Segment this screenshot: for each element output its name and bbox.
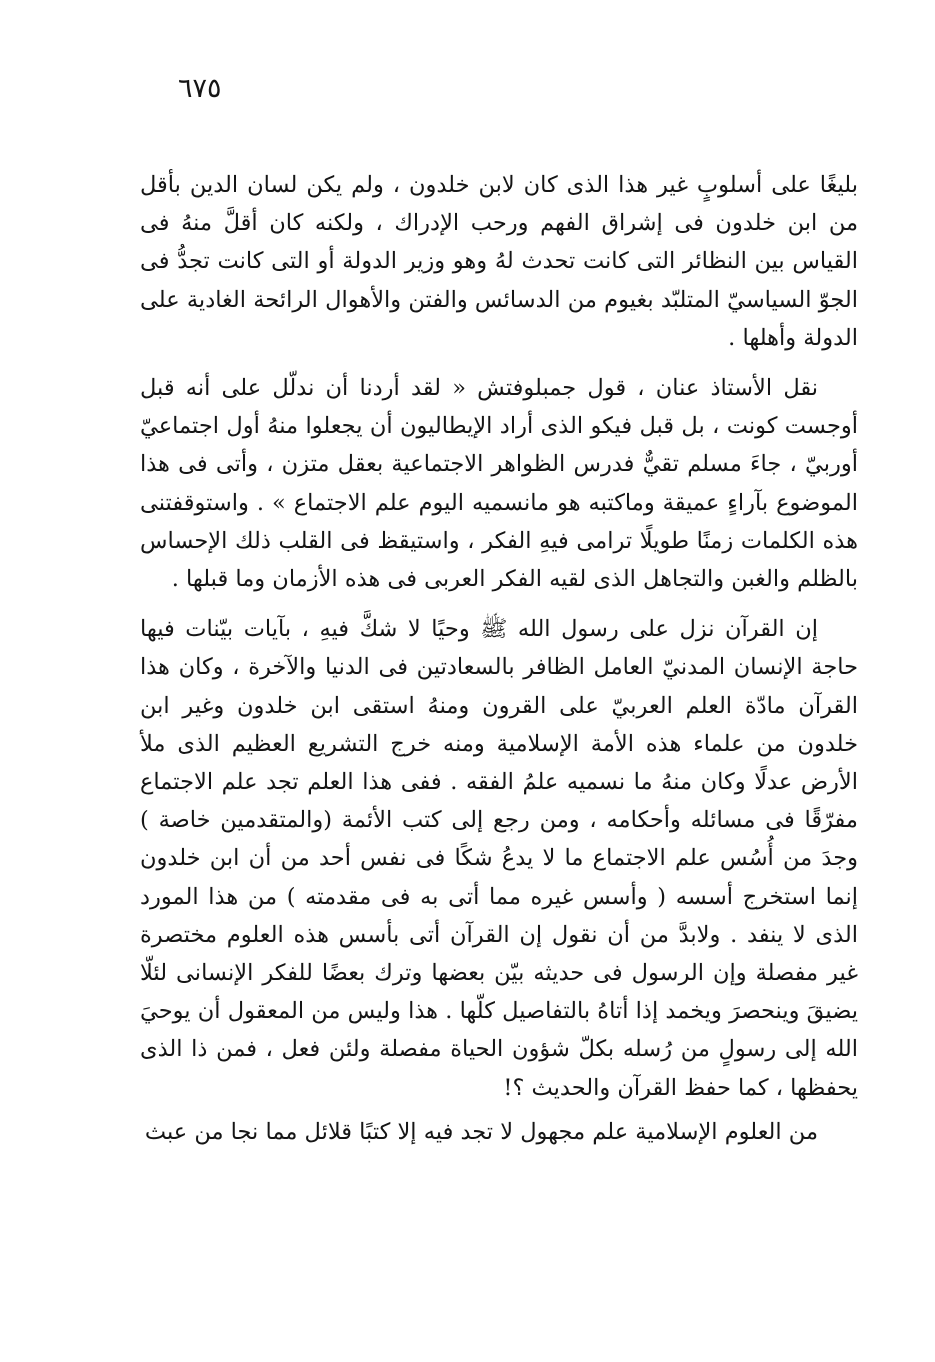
page-body [140, 166, 858, 1151]
paragraph: بليغًا على أسلوبٍ غير هذا الذى كان لابن خلدون ، ولم يكن لسان الدين بأقل من ابن خلدون فى إشراق الفهم ورحب الإدراك ، ولكنه كان أقلَّ منهُ فى القياس بين النظائر التى كانت تحدث لهُ وهو وزير الدولة أو التى كانت تجدُّ فى الجوّ السياسيّ المتلبّد بغيوم من الدسائس والفتن والأهوال الرائحة الغادية على الدولة وأهلها . [140, 172, 858, 351]
paragraph: نقل الأستاذ عنان ، قول جمبلوفتش « لقد أردنا أن ندلّل على أنه قبل أوجست كونت ، بل قبل فيكو الذى أراد الإيطاليون أن يجعلوا منهُ أول اجتماعيّ أوربيّ ، جاءَ مسلم تقيٌّ فدرس الظواهر الاجتماعية بعقل متزن ، وأتى فى هذا الموضوع بآراءٍ عميقة وماكتبه هو مانسميه اليوم علم الاجتماع » . واستوقفتنى هذه الكلمات زمنًا طويلًا ترامى فيهِ الفكر ، واستيقظ فى القلب ذلك الإحساس بالظلم والغبن والتجاهل الذى لقيه الفكر العربى فى هذه الأزمان وما قبلها . [140, 375, 858, 593]
paragraph: إن القرآن نزل على رسول الله ﷺ وحيًا لا شكَّ فيهِ ، بآيات بيّنات فيها حاجة الإنسان المدنيّ العامل الظافر بالسعادتين فى الدنيا والآخرة ، وكان هذا القرآن مادّة العلم العربيّ على القرون ومنهُ استقى ابن خلدون وغير ابن خلدون من علماء هذه الأمة الإسلامية ومنه خرج التشريع العظيم الذى ملأ الأرض عدلًا وكان منهُ ما نسميه علمُ الفقه . ففى هذا العلم تجد علم الاجتماع مفرّقًا فى مسائله وأحكامه ، ومن رجع إلى كتب الأئمة (والمتقدمين خاصة ) وجدَ من أُسُس علم الاجتماع ما لا يدعُ شكًا فى نفس أحد من أن ابن خلدون إنما استخرج أسسه ( وأسس غيره مما أتى به فى مقدمته ) من هذا المورد الذى لا ينفد . ولابدَّ من أن نقول إن القرآن أتى بأسس هذه العلوم مختصرة غير مفصلة وإن الرسول فى حديثه بيّن بعضها وترك بعضًا للفكر الإنسانى لئلّا يضيقَ وينحصرَ ويخمد إذا أتاهُ بالتفاصيل كلّها . هذا وليس من المعقول أن يوحيَ الله إلى رسولٍ من رُسله بكلّ شؤون الحياة مفصلة ولئن فعل ، فمن ذا الذى يحفظها ، كما حفظ القرآن والحديث ؟! [140, 616, 858, 1101]
page-number: ٦٧٥ [178, 73, 222, 104]
paragraph: من العلوم الإسلامية علم مجهول لا تجد فيه إلا كتبًا قلائل مما نجا من عبث [144, 1118, 818, 1145]
